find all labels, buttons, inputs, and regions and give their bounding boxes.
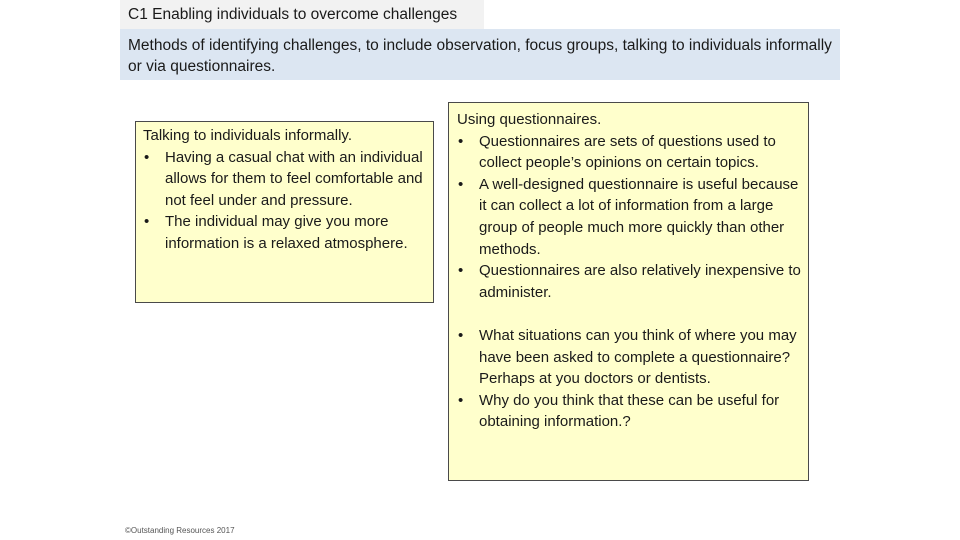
question-text: What situations can you think of where you may have been asked to complete a questionnaire? Perhaps at you doctors or dentists. [479, 326, 797, 388]
list-item [457, 260, 802, 303]
list-item [457, 131, 802, 174]
slide-title: C1 Enabling individuals to overcome challenges [120, 0, 484, 29]
question-bullet-list [457, 325, 802, 433]
bullet-text: Having a casual chat with an individual allows for them to feel comfortable and not feel under and pressure. [165, 148, 423, 209]
list-item [457, 390, 802, 433]
bullet-icon: • [458, 132, 464, 150]
list-item [143, 211, 429, 254]
informal-bullet-list [143, 147, 429, 255]
list-item [457, 325, 802, 390]
question-text: Why do you think that these can be useful for obtaining information.? [479, 391, 780, 431]
bullet-text: Questionnaires are sets of questions used to collect people’s opinions on certain topics. [479, 132, 776, 172]
questionnaire-card [448, 102, 809, 481]
questionnaire-bullet-list [457, 131, 802, 304]
list-item [143, 147, 429, 212]
list-spacer [457, 303, 802, 325]
bullet-text: The individual may give you more information is a relaxed atmosphere. [165, 213, 408, 252]
bullet-icon: • [458, 262, 464, 280]
bullet-text: A well-designed questionnaire is useful because it can collect a lot of information from a large group of people much more quickly than other methods. [479, 175, 799, 258]
informal-card-heading: Talking to individuals informally. [143, 127, 352, 144]
bullet-icon: • [458, 326, 464, 344]
questionnaire-card-heading: Using questionnaires. [457, 111, 602, 128]
bullet-icon: • [144, 148, 150, 166]
list-item [457, 174, 802, 260]
bullet-icon: • [458, 391, 464, 409]
informal-talk-card [135, 121, 434, 303]
copyright-footer: ©Outstanding Resources 2017 [125, 526, 235, 535]
bullet-text: Questionnaires are also relatively inexpensive to administer. [479, 262, 801, 301]
bullet-icon: • [458, 175, 464, 193]
bullet-icon: • [144, 213, 150, 231]
intro-text: Methods of identifying challenges, to include observation, focus groups, talking to individuals informally or via questionnaires. [120, 29, 840, 80]
